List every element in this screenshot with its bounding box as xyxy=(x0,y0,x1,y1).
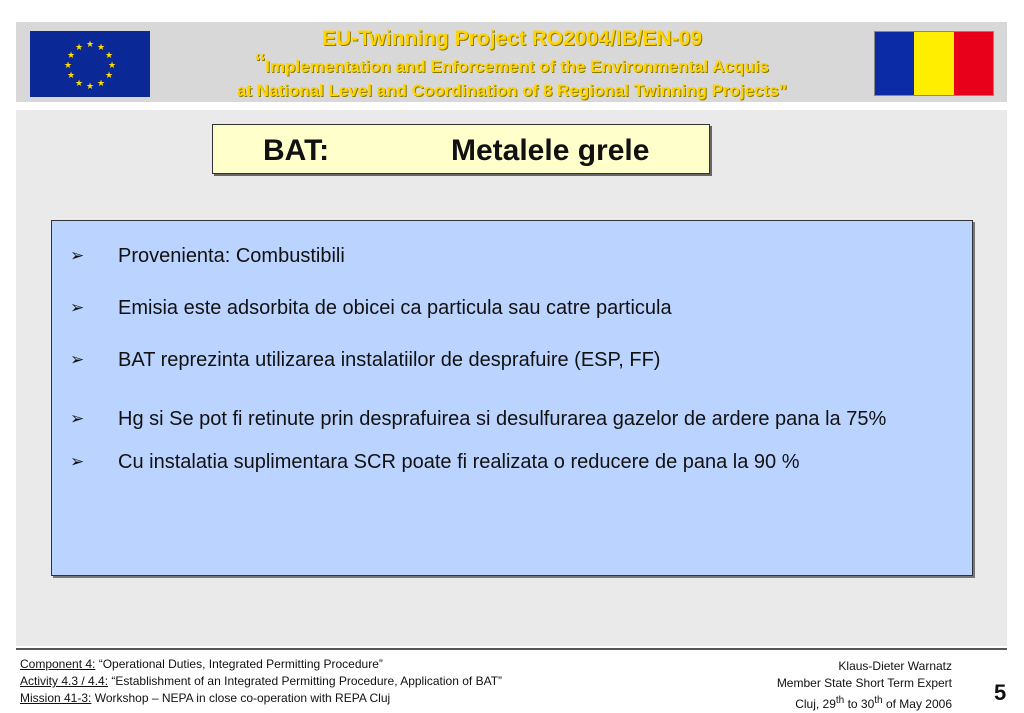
bullet-text: Emisia este adsorbita de obicei ca particula sau catre particula xyxy=(118,297,672,319)
svg-text:★: ★ xyxy=(104,51,114,61)
svg-text:★: ★ xyxy=(74,43,84,53)
eu-stars-icon xyxy=(30,31,150,97)
mission-text: Workshop – NEPA in close co-operation with REPA Cluj xyxy=(91,691,391,705)
bullet-text: Cu instalatia suplimentara SCR poate fi realizata o reducere de pana la 90 % xyxy=(118,451,800,473)
svg-text:★: ★ xyxy=(74,79,84,89)
footer-mission xyxy=(20,690,502,707)
author-role: Member State Short Term Expert xyxy=(776,676,952,690)
arrow-bullet-icon: ➢ xyxy=(70,246,85,265)
ro-flag-yellow xyxy=(914,32,953,95)
arrow-bullet-icon: ➢ xyxy=(70,350,85,369)
footer-info xyxy=(20,656,502,707)
project-subtitle-1 xyxy=(150,50,874,80)
svg-text:★: ★ xyxy=(66,71,76,81)
svg-text:★: ★ xyxy=(104,71,114,81)
author-name: Klaus-Dieter Warnatz xyxy=(838,659,952,673)
arrow-bullet-icon: ➢ xyxy=(70,409,85,428)
footer-divider xyxy=(16,648,1007,650)
svg-text:★: ★ xyxy=(85,40,95,50)
bullet-item xyxy=(52,343,972,377)
date-suffix: of May 2006 xyxy=(882,697,952,711)
activity-text: “Establishment of an Integrated Permitting Procedure, Application of BAT” xyxy=(108,674,503,688)
date-sup-1: th xyxy=(835,695,845,706)
project-id: EU-Twinning Project RO2004/IB/EN-09 xyxy=(321,27,703,50)
date-sup-2: th xyxy=(874,695,883,706)
svg-text:★: ★ xyxy=(107,61,117,71)
bullet-list xyxy=(52,239,972,497)
footer-component xyxy=(20,656,502,673)
eu-flag-icon xyxy=(30,31,150,97)
bullet-item xyxy=(52,291,972,325)
activity-label: Activity 4.3 / 4.4: xyxy=(20,674,109,688)
mission-label: Mission 41-3: xyxy=(20,691,92,705)
project-heading xyxy=(150,28,874,99)
project-subtitle-1-text: Implementation and Enforcement of the Environmental Acquis xyxy=(265,57,769,76)
ro-flag-red xyxy=(954,32,993,95)
svg-text:★: ★ xyxy=(66,51,76,61)
footer-author xyxy=(777,658,952,713)
event-date xyxy=(777,692,952,713)
bullet-text: Hg si Se pot fi retinute prin desprafuirea si desulfurarea gazelor de ardere pana la 75% xyxy=(118,408,887,430)
bullet-item xyxy=(52,239,972,273)
project-subtitle-2: at National Level and Coordination of 8 Regional Twinning Projects” xyxy=(236,81,788,100)
bullet-item xyxy=(52,395,972,443)
bullet-text: BAT reprezinta utilizarea instalatiilor de desprafuire (ESP, FF) xyxy=(118,349,661,371)
open-quote: “ xyxy=(255,48,266,81)
arrow-bullet-icon: ➢ xyxy=(70,298,85,317)
bullet-text: Provenienta: Combustibili xyxy=(118,245,345,267)
svg-text:★: ★ xyxy=(96,79,106,89)
footer-activity xyxy=(20,673,502,690)
title-left: BAT: xyxy=(263,134,330,167)
page-number: 5 xyxy=(994,680,1007,705)
romania-flag-icon xyxy=(874,31,994,96)
svg-text:★: ★ xyxy=(85,82,95,92)
svg-text:★: ★ xyxy=(96,43,106,53)
component-label: Component 4: xyxy=(20,657,96,671)
bullet-panel xyxy=(51,220,973,576)
svg-text:★: ★ xyxy=(63,61,73,71)
component-text: “Operational Duties, Integrated Permitting Procedure” xyxy=(95,657,383,671)
arrow-bullet-icon: ➢ xyxy=(70,452,85,471)
slide-title xyxy=(212,124,710,174)
title-right: Metalele grele xyxy=(451,134,650,167)
date-mid: to 30 xyxy=(844,697,875,711)
ro-flag-blue xyxy=(875,32,914,95)
bullet-item xyxy=(52,445,972,479)
date-prefix: Cluj, 29 xyxy=(795,697,836,711)
